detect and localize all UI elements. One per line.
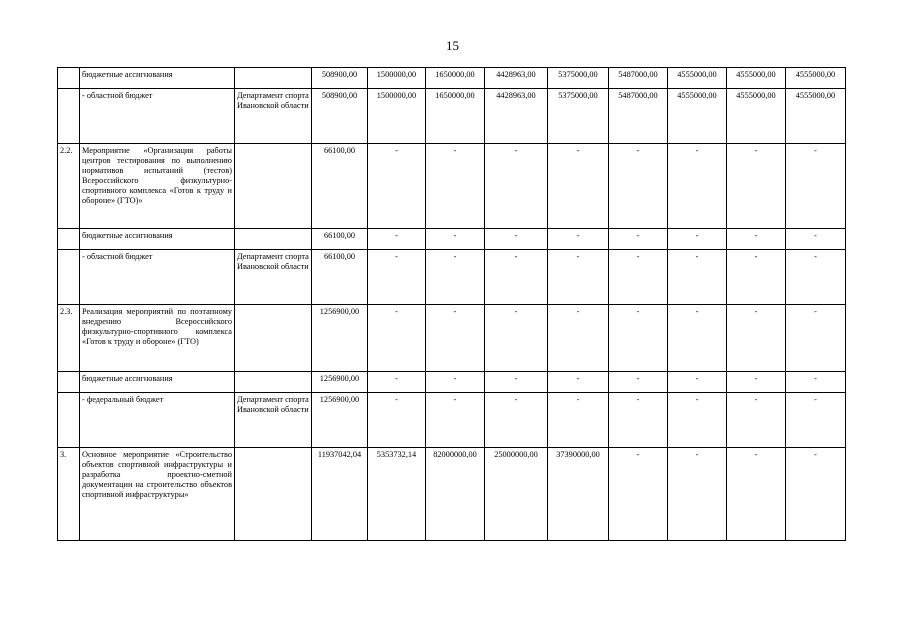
row-value-5: 5375000,00 [548,89,609,144]
row-department [235,448,312,541]
row-value-2: - [368,305,426,372]
row-value-3: 1650000,00 [426,89,485,144]
row-value-4: - [485,305,548,372]
row-value-8: - [727,372,786,393]
row-name: бюджетные ассигнования [80,229,235,250]
row-name: Мероприятие «Организация работы центров тестирования по выполнению нормативов испытаний (тестов) Всероссийского физкультурно-спортивного комплекса «Готов к труду и обороне» (ГТО)» [80,144,235,229]
row-name: Основное мероприятие «Строительство объектов спортивной инфраструктуры и разработка проектно-сметной документации на строительство объектов спортивной инфраструктуры» [80,448,235,541]
row-value-6: 5487000,00 [609,89,668,144]
row-name: бюджетные ассигнования [80,68,235,89]
row-value-6: - [609,305,668,372]
row-value-8: - [727,144,786,229]
row-value-4: - [485,229,548,250]
row-value-2: - [368,372,426,393]
budget-table [57,67,846,541]
row-value-7: 4555000,00 [668,89,727,144]
row-value-8: - [727,305,786,372]
row-name: бюджетные ассигнования [80,372,235,393]
row-value-3: - [426,305,485,372]
table-row [58,250,846,305]
row-value-1: 66100,00 [312,144,368,229]
row-value-8: - [727,229,786,250]
row-value-6: 5487000,00 [609,68,668,89]
row-department [235,68,312,89]
row-value-1: 1256900,00 [312,372,368,393]
row-value-6: - [609,229,668,250]
row-department [235,372,312,393]
row-department: Департамент спорта Ивановской области [235,250,312,305]
row-department [235,229,312,250]
row-value-7: - [668,372,727,393]
row-value-5: 37390000,00 [548,448,609,541]
row-value-6: - [609,250,668,305]
row-value-1: 1256900,00 [312,393,368,448]
row-value-9: - [786,393,846,448]
row-value-4: 4428963,00 [485,89,548,144]
row-code: 2.3. [58,305,80,372]
row-value-5: 5375000,00 [548,68,609,89]
row-value-6: - [609,393,668,448]
row-value-3: 1650000,00 [426,68,485,89]
table-row [58,229,846,250]
row-name: - областной бюджет [80,250,235,305]
row-value-6: - [609,372,668,393]
row-value-5: - [548,372,609,393]
row-value-3: - [426,250,485,305]
row-value-7: - [668,448,727,541]
row-code [58,68,80,89]
row-value-1: 508900,00 [312,68,368,89]
row-value-8: - [727,250,786,305]
row-department [235,305,312,372]
row-value-3: - [426,393,485,448]
page-number: 15 [446,38,459,53]
row-value-4: - [485,250,548,305]
row-value-7: - [668,393,727,448]
row-value-2: - [368,250,426,305]
row-code [58,229,80,250]
row-value-9: - [786,448,846,541]
row-value-4: - [485,393,548,448]
row-value-7: - [668,144,727,229]
row-department [235,144,312,229]
table-row [58,393,846,448]
row-value-4: 4428963,00 [485,68,548,89]
row-value-3: - [426,229,485,250]
row-value-9: - [786,144,846,229]
table-row [58,448,846,541]
row-code [58,89,80,144]
row-value-9: 4555000,00 [786,89,846,144]
row-value-6: - [609,144,668,229]
row-value-4: 25000000,00 [485,448,548,541]
row-value-5: - [548,393,609,448]
row-value-2: 1500000,00 [368,89,426,144]
row-value-5: - [548,305,609,372]
row-value-9: - [786,305,846,372]
row-code [58,393,80,448]
row-value-1: 66100,00 [312,229,368,250]
row-value-7: - [668,229,727,250]
row-code: 3. [58,448,80,541]
row-value-1: 508900,00 [312,89,368,144]
row-value-4: - [485,372,548,393]
table-row [58,372,846,393]
row-value-7: 4555000,00 [668,68,727,89]
row-value-9: - [786,229,846,250]
row-value-1: 66100,00 [312,250,368,305]
row-value-5: - [548,250,609,305]
row-code: 2.2. [58,144,80,229]
row-value-2: 5353732,14 [368,448,426,541]
row-value-7: - [668,250,727,305]
row-department: Департамент спорта Ивановской области [235,89,312,144]
table-row [58,89,846,144]
row-value-2: - [368,144,426,229]
row-value-5: - [548,144,609,229]
row-name: - федеральный бюджет [80,393,235,448]
table-body [58,68,846,541]
row-value-7: - [668,305,727,372]
row-value-8: 4555000,00 [727,68,786,89]
row-name: Реализация мероприятий по поэтапному внедрению Всероссийского физкультурно-спортивного комплекса «Готов к труду и обороне» (ГТО) [80,305,235,372]
row-value-2: - [368,393,426,448]
row-value-3: - [426,372,485,393]
row-value-8: 4555000,00 [727,89,786,144]
row-value-8: - [727,393,786,448]
row-code [58,372,80,393]
row-code [58,250,80,305]
row-value-2: - [368,229,426,250]
row-value-1: 11937042,04 [312,448,368,541]
table-row [58,68,846,89]
row-value-9: 4555000,00 [786,68,846,89]
row-value-9: - [786,372,846,393]
row-value-1: 1256900,00 [312,305,368,372]
row-value-9: - [786,250,846,305]
row-value-2: 1500000,00 [368,68,426,89]
row-value-8: - [727,448,786,541]
table-row [58,144,846,229]
row-value-4: - [485,144,548,229]
row-name: - областной бюджет [80,89,235,144]
table-row [58,305,846,372]
row-value-6: - [609,448,668,541]
row-value-5: - [548,229,609,250]
row-value-3: - [426,144,485,229]
row-value-3: 82000000,00 [426,448,485,541]
row-department: Департамент спорта Ивановской области [235,393,312,448]
